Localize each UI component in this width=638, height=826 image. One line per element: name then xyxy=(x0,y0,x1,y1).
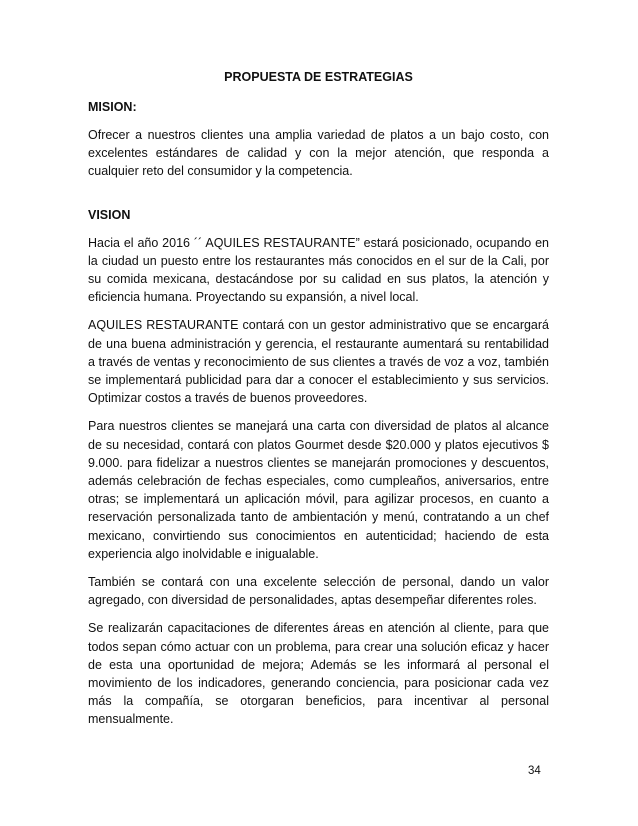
vision-paragraph-1: Hacia el año 2016 ´´ AQUILES RESTAURANTE” estará posicionado, ocupando en la ciudad un puesto entre los restaurantes más conocidos en el sur de la Cali, por su comida mexicana, destacándose por su calidad en sus platos, la atención y eficiencia humana. Proyectando su expansión, a nivel local. xyxy=(88,235,549,305)
mision-heading: MISION: xyxy=(88,100,137,114)
document-body xyxy=(88,70,549,739)
mision-paragraph: Ofrecer a nuestros clientes una amplia variedad de platos a un bajo costo, con excelentes estándares de calidad y con la mejor atención, que responda a cualquier reto del consumidor y la competencia. xyxy=(88,128,549,179)
vision-paragraph-4: También se contará con una excelente selección de personal, dando un valor agregado, con diversidad de personalidades, aptas desempeñar diferentes roles. xyxy=(88,575,549,608)
document-title: PROPUESTA DE ESTRATEGIAS xyxy=(224,70,413,84)
vision-paragraph-3: Para nuestros clientes se manejará una carta con diversidad de platos al alcance de su necesidad, contará con platos Gourmet desde $20.000 y platos ejecutivos $ 9.000. para fidelizar a nuestros clientes se manejarán promociones y descuentos, además celebración de fechas especiales, como cumpleaños, aniversarios, entre otras; se implementará un aplicación móvil, para agilizar procesos, en cuanto a reservación personalizada tanto de ambientación y menú, contratando a un chef mexicano, convirtiendo sus conocimientos en autenticidad; haciendo de esta experiencia algo inolvidable e inigualable. xyxy=(88,419,549,561)
vision-paragraph-2: AQUILES RESTAURANTE contará con un gestor administrativo que se encargará de una buena administración y gerencia, el restaurante aumentará su rentabilidad a través de ventas y reconocimiento de sus clientes a través de voz a voz, también se implementará publicidad para dar a conocer el establecimiento y sus servicios. Optimizar costos a través de buenos proveedores. xyxy=(88,318,549,406)
vision-heading: VISION xyxy=(88,207,131,222)
vision-paragraph-5: Se realizarán capacitaciones de diferentes áreas en atención al cliente, para que todos sepan cómo actuar con un problema, para crear una solución eficaz y hacer de esta una oportunidad de mejora; Además se les informará al personal el movimiento de los indicadores, generando conciencia, para posicionar cada vez más la compañía, se otorgaran beneficios, para incentivar al personal mensualmente. xyxy=(88,621,549,727)
page-number: 34 xyxy=(528,765,541,777)
